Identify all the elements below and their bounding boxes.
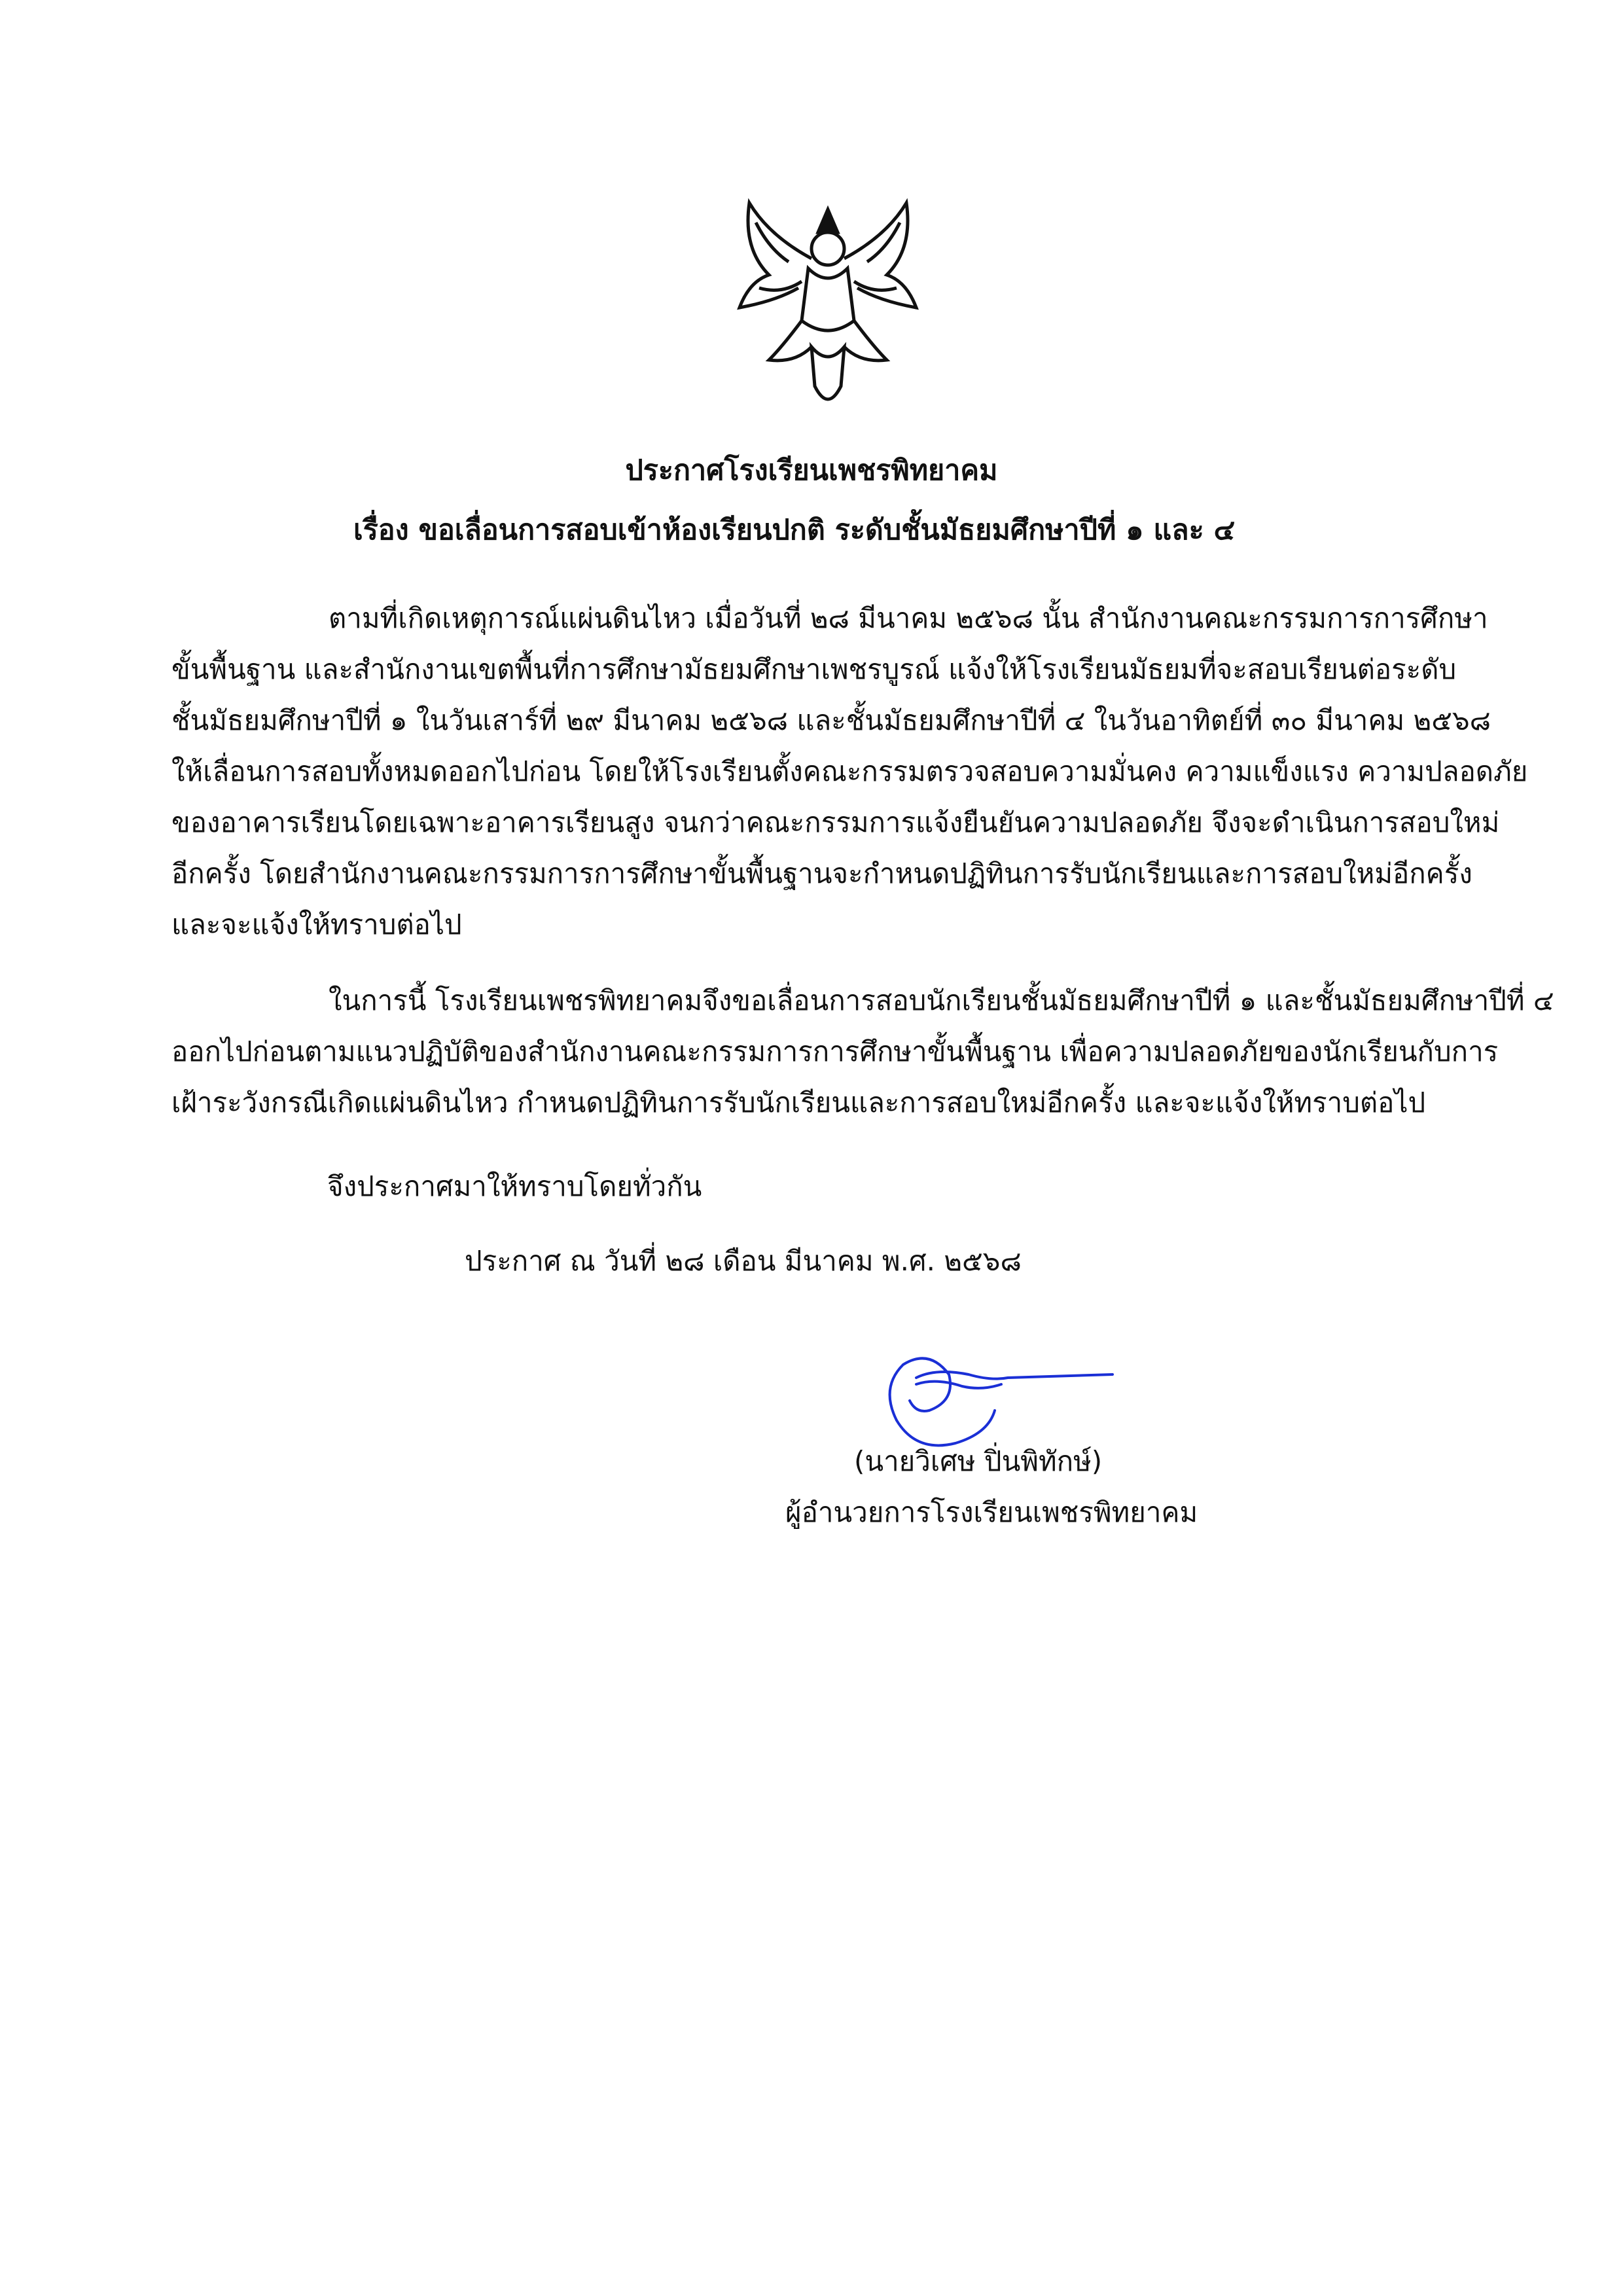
paragraph-1-line: ของอาคารเรียนโดยเฉพาะอาคารเรียนสูง จนกว่าคณะกรรมการแจ้งยืนยันความปลอดภัย จึงจะดำเนินการสอบใหม่ (171, 806, 1500, 838)
paragraph-1-line: ขั้นพื้นฐาน และสำนักงานเขตพื้นที่การศึกษามัธยมศึกษาเพชรบูรณ์ แจ้งให้โรงเรียนมัธยมที่จะสอบเรียนต่อระดับ (171, 653, 1457, 685)
paragraph-1-line: ให้เลื่อนการสอบทั้งหมดออกไปก่อน โดยให้โรงเรียนตั้งคณะกรรมตรวจสอบความมั่นคง ความแข็งแรง ความปลอดภัย (171, 755, 1528, 787)
paragraph-1-line: อีกครั้ง โดยสำนักงานคณะกรรมการการศึกษาขั้นพื้นฐานจะกำหนดปฏิทินการรับนักเรียนและการสอบใหม่อีกครั้ง (171, 857, 1472, 889)
paragraph-1-line: และจะแจ้งให้ทราบต่อไป (171, 908, 462, 941)
subject-line: เรื่อง ขอเลื่อนการสอบเข้าห้องเรียนปกติ ระดับชั้นมัธยมศึกษาปีที่ ๑ และ ๔ (353, 514, 1236, 547)
paragraph-2-line: ในการนี้ โรงเรียนเพชรพิทยาคมจึงขอเลื่อนการสอบนักเรียนชั้นมัธยมศึกษาปีที่ ๑ และชั้นมัธยมศึกษาปีที่ ๔ (329, 984, 1554, 1016)
paragraph-1-line: ชั้นมัธยมศึกษาปีที่ ๑ ในวันเสาร์ที่ ๒๙ มีนาคม ๒๕๖๘ และชั้นมัธยมศึกษาปีที่ ๔ ในวันอาทิตย์ที่ ๓๐ มีนาคม ๒๕๖๘ (171, 704, 1491, 736)
paragraph-1 (171, 593, 1528, 950)
page-title: ประกาศโรงเรียนเพชรพิทยาคม (625, 454, 998, 487)
paragraph-2-line: ออกไปก่อนตามแนวปฏิบัติของสำนักงานคณะกรรมการการศึกษาขั้นพื้นฐาน เพื่อความปลอดภัยของนักเรียนกับการ (171, 1035, 1499, 1067)
paragraph-2-line: เฝ้าระวังกรณีเกิดแผ่นดินไหว กำหนดปฏิทินการรับนักเรียนและการสอบใหม่อีกครั้ง และจะแจ้งให้ทราบต่อไป (171, 1086, 1426, 1119)
signer-name: (นายวิเศษ ปิ่นพิทักษ์) (854, 1445, 1103, 1477)
closing-statement: จึงประกาศมาให้ทราบโดยทั่วกัน (327, 1170, 702, 1202)
paragraph-2 (171, 975, 1554, 1128)
signer-position: ผู้อำนวยการโรงเรียนเพชรพิทยาคม (785, 1496, 1198, 1528)
announcement-date: ประกาศ ณ วันที่ ๒๘ เดือน มีนาคม พ.ศ. ๒๕๖๘ (465, 1245, 1022, 1277)
garuda-emblem-icon (730, 196, 926, 419)
paragraph-1-line: ตามที่เกิดเหตุการณ์แผ่นดินไหว เมื่อวันที่ ๒๘ มีนาคม ๒๕๖๘ นั้น สำนักงานคณะกรรมการการศึกษา (329, 602, 1488, 634)
